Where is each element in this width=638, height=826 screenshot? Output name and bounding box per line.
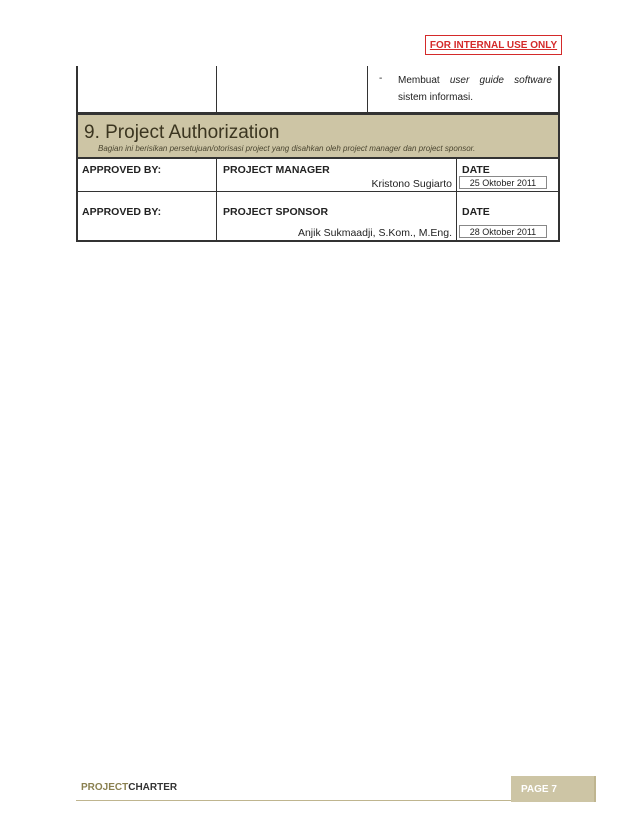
date-label: DATE — [462, 206, 490, 218]
document-name — [81, 782, 177, 793]
approver-name: Kristono Sugiarto — [371, 178, 452, 190]
column-divider — [216, 192, 217, 240]
table-continuation-row — [76, 66, 560, 113]
role-label: PROJECT MANAGER — [223, 164, 330, 176]
section-header — [76, 113, 560, 159]
bullet-dash: - — [379, 73, 383, 84]
document-name-part1: PROJECT — [81, 782, 129, 793]
page-number-badge: PAGE 7 — [511, 776, 594, 802]
authorization-row — [76, 159, 560, 192]
bullet-text-line2: sistem informasi. — [398, 92, 474, 103]
date-value: 28 Oktober 2011 — [459, 225, 547, 238]
date-value: 25 Oktober 2011 — [459, 176, 547, 189]
date-label: DATE — [462, 164, 490, 176]
column-divider — [456, 192, 457, 240]
word: guide — [479, 75, 504, 86]
section-title: 9. Project Authorization — [84, 122, 280, 143]
footer-divider — [594, 776, 596, 802]
column-divider — [216, 66, 217, 112]
approver-name: Anjik Sukmaadji, S.Kom., M.Eng. — [297, 227, 452, 239]
column-divider — [367, 66, 368, 112]
approved-by-label: APPROVED BY: — [82, 164, 162, 176]
section-description: Bagian ini berisikan persetujuan/otorisasi project yang disahkan oleh project manager dan project sponsor. — [98, 144, 476, 153]
authorization-row — [76, 192, 560, 242]
word: software — [514, 75, 552, 86]
role-label: PROJECT SPONSOR — [223, 206, 329, 218]
column-divider — [216, 159, 217, 191]
footer-rule — [76, 800, 511, 801]
word: user — [449, 75, 470, 86]
internal-use-text: FOR INTERNAL USE ONLY — [429, 39, 558, 51]
bullet-text — [398, 72, 552, 106]
approved-by-label: APPROVED BY: — [82, 206, 162, 218]
internal-use-notice — [425, 35, 562, 55]
document-name-part2: CHARTER — [128, 782, 178, 793]
column-divider — [456, 159, 457, 191]
word: Membuat — [398, 75, 440, 86]
